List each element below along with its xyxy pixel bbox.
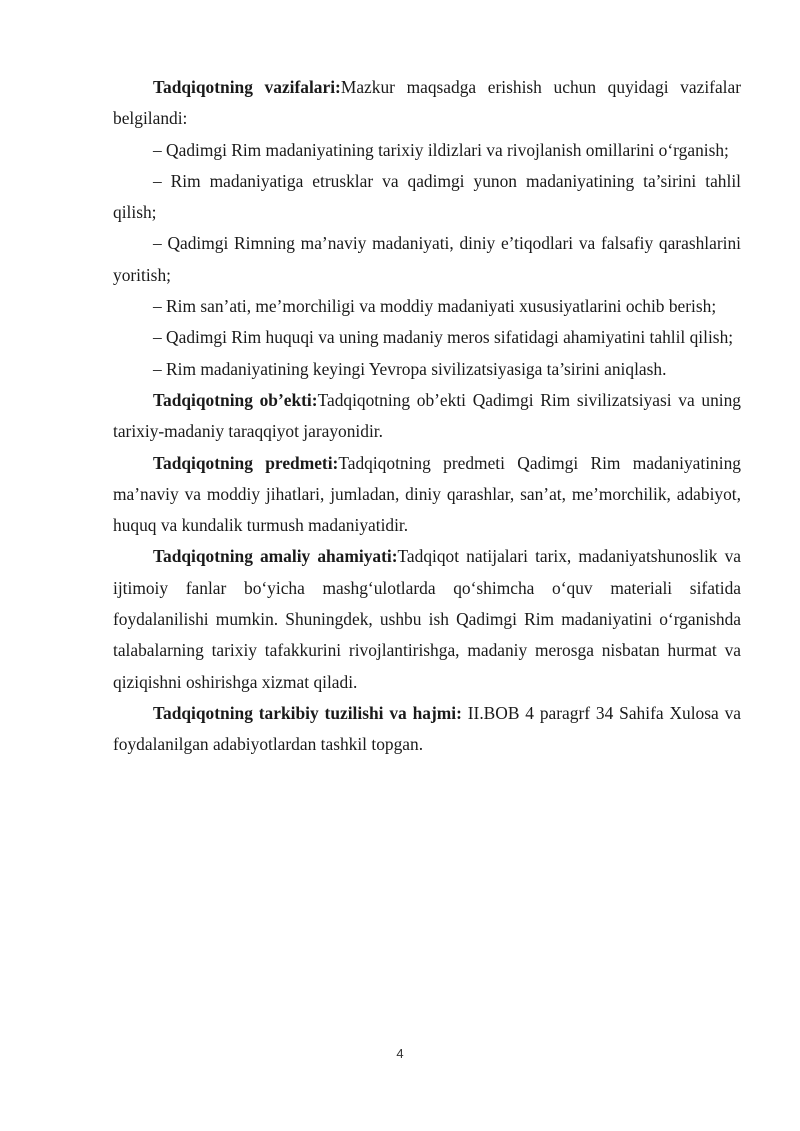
page-number: 4 — [396, 1046, 404, 1061]
document-page — [113, 72, 741, 761]
task-item: – Qadimgi Rim madaniyatining tarixiy ildizlari va rivojlanish omillarini o‘rganish; — [153, 139, 729, 160]
paragraph-heading: Tadqiqotning vazifalari: — [153, 77, 341, 97]
task-item: – Qadimgi Rim huquqi va uning madaniy meros sifatidagi ahamiyatini tahlil qilish; — [153, 327, 734, 348]
paragraph-vazifalar — [113, 72, 741, 135]
paragraph-text: Tadqiqotning predmeti Qadimgi Rim madaniyatining ma’naviy va moddiy jihatlari, jumladan, diniy qarashlar, san’at, me’morchilik, adabiyot, huquq va kundalik turmush madaniyatidir. — [113, 452, 741, 536]
paragraph-predmeti — [113, 448, 741, 542]
paragraph-heading: Tadqiqotning amaliy ahamiyati: — [153, 546, 398, 567]
paragraph-tarkibiy — [113, 698, 741, 761]
paragraph-text: Mazkur maqsadga erishish uchun quyidagi vazifalar belgilandi: — [113, 77, 742, 129]
paragraph-text: Tadqiqotning ob’ekti Qadimgi Rim sivilizatsiyasi va uning tarixiy-madaniy taraqqiyot jarayonidir. — [113, 389, 741, 442]
paragraph-text: Tadqiqot natijalari tarix, madaniyatshunoslik va ijtimoiy fanlar bo‘yicha mashg‘ulotlarda qo‘shimcha o‘quv materiali sifatida foydalanilishi mumkin. Shuningdek, ushbu ish Qadimgi Rim madaniyatini o‘rganishda talabalarning tarixiy tafakkurini rivojlantirishga, madaniy merosga nisbatan hurmat va qiziqishni oshirishga xizmat qiladi. — [113, 546, 741, 692]
paragraph-text: II.BOB 4 paragrf 34 Sahifa Xulosa va foydalanilgan adabiyotlardan tashkil topgan. — [113, 702, 741, 755]
paragraph-heading: Tadqiqotning tarkibiy tuzilishi va hajmi: — [153, 702, 462, 723]
paragraph-heading: Tadqiqotning predmeti: — [153, 452, 339, 473]
task-item: – Rim madaniyatiga etrusklar va qadimgi yunon madaniyatining ta’sirini tahlil qilish; — [113, 170, 741, 223]
task-item: – Qadimgi Rimning ma’naviy madaniyati, diniy e’tiqodlari va falsafiy qarashlarini yoritish; — [113, 233, 741, 285]
task-item: – Rim madaniyatining keyingi Yevropa sivilizatsiyasiga ta’sirini aniqlash. — [153, 358, 667, 379]
paragraph-heading: Tadqiqotning ob’ekti: — [153, 389, 318, 410]
paragraph-amaliy — [113, 541, 741, 697]
paragraph-obekti — [113, 385, 741, 448]
task-item: – Rim san’ati, me’morchiligi va moddiy madaniyati xususiyatlarini ochib berish; — [153, 296, 717, 317]
